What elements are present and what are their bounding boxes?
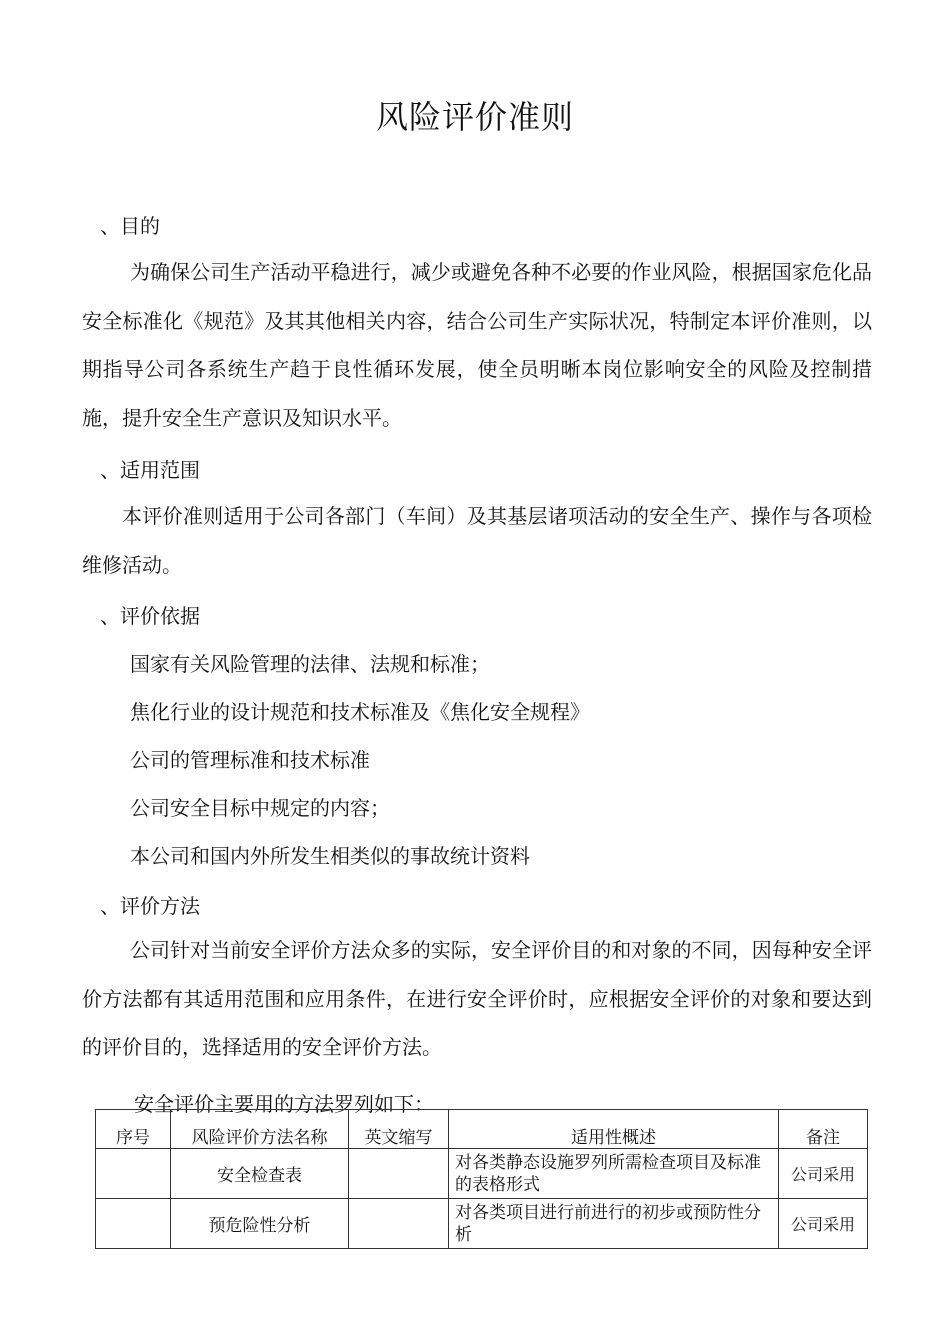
section-heading-method: 、评价方法	[100, 894, 200, 918]
cell-summary: 对各类静态设施罗列所需检查项目及标准的表格形式	[449, 1149, 779, 1199]
cell-no	[96, 1149, 171, 1199]
cell-name: 预危险性分析	[171, 1199, 349, 1249]
table-header-row	[96, 1110, 868, 1149]
basis-item: 国家有关风险管理的法律、法规和标准；	[130, 652, 490, 676]
section-heading-basis: 、评价依据	[100, 604, 200, 628]
section-text-scope: 本评价准则适用于公司各部门（车间）及其基层诸项活动的安全生产、操作与各项检维修活动。	[82, 504, 872, 577]
header-name: 风险评价方法名称	[171, 1110, 349, 1149]
cell-note: 公司采用	[779, 1149, 868, 1199]
header-summary: 适用性概述	[449, 1110, 779, 1149]
basis-item: 本公司和国内外所发生相类似的事故统计资料	[130, 844, 530, 868]
cell-abbr	[349, 1149, 449, 1199]
section-heading-purpose: 、目的	[100, 214, 160, 238]
basis-item: 公司安全目标中规定的内容；	[130, 796, 390, 820]
document-title: 风险评价准则	[375, 98, 574, 136]
cell-abbr	[349, 1199, 449, 1249]
cell-no	[96, 1199, 171, 1249]
section-heading-scope: 、适用范围	[100, 458, 200, 482]
cell-summary: 对各类项目进行前进行的初步或预防性分析	[449, 1199, 779, 1249]
basis-item: 公司的管理标准和技术标准	[130, 748, 370, 772]
table-row	[96, 1199, 868, 1249]
header-no: 序号	[96, 1110, 171, 1149]
table-row	[96, 1149, 868, 1199]
basis-item: 焦化行业的设计规范和技术标准及《焦化安全规程》	[130, 700, 590, 724]
header-note: 备注	[779, 1110, 868, 1149]
cell-name: 安全检查表	[171, 1149, 349, 1199]
methods-table	[95, 1109, 868, 1249]
header-abbr: 英文缩写	[349, 1110, 449, 1149]
section-text-purpose: 为确保公司生产活动平稳进行，减少或避免各种不必要的作业风险，根据国家危化品安全标准化《规范》及其其他相关内容，结合公司生产实际状况，特制定本评价准则，以期指导公司各系统生产趋于良性循环发展，使全员明晰本岗位影响安全的风险及控制措施，提升安全生产意识及知识水平。	[82, 260, 872, 430]
section-text-method: 公司针对当前安全评价方法众多的实际，安全评价目的和对象的不同，因每种安全评价方法都有其适用范围和应用条件，在进行安全评价时，应根据安全评价的对象和要达到的评价目的，选择适用的安全评价方法。	[82, 938, 872, 1059]
table-intro: 安全评价主要用的方法罗列如下：	[134, 1092, 434, 1116]
cell-note: 公司采用	[779, 1199, 868, 1249]
